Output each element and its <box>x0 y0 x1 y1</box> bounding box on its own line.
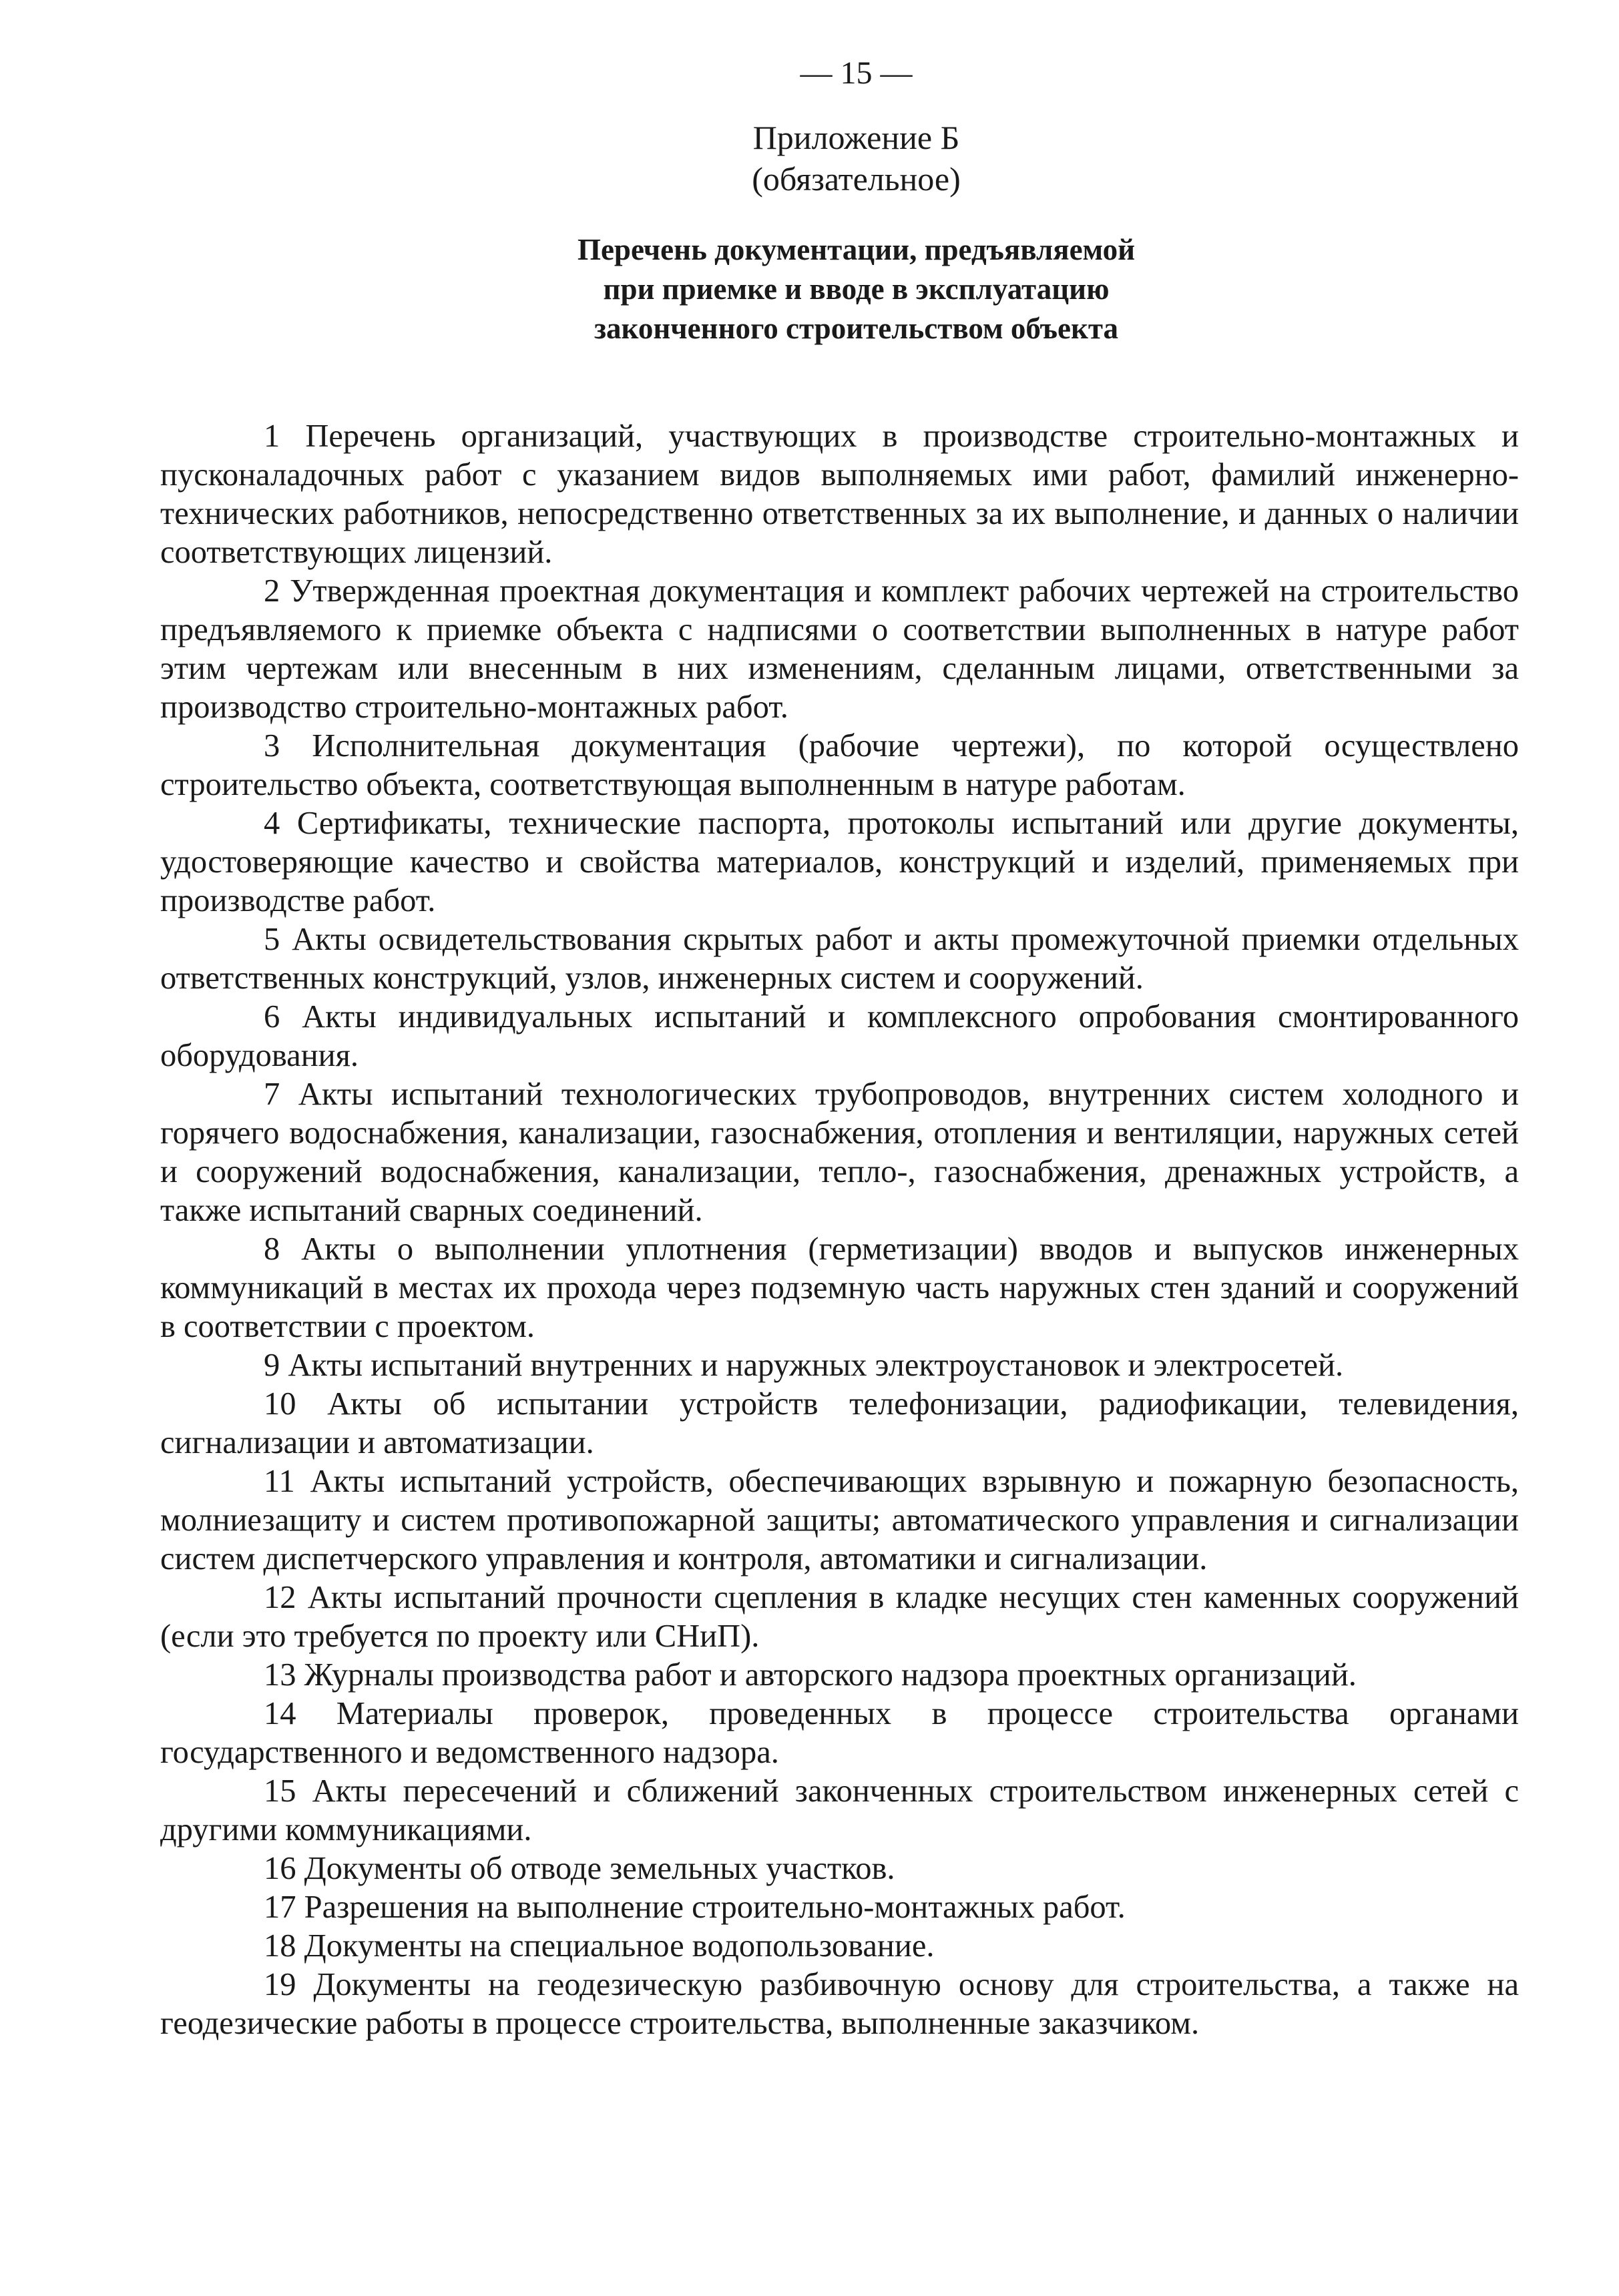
title-line-3: законченного строительством объекта <box>594 312 1119 345</box>
list-item: 18 Документы на специальное водопользование. <box>264 1928 935 1964</box>
list-item: 4 Сертификаты, технические паспорта, протоколы испытаний или другие документы, удостоверяющие качество и свойства материалов, конструкций и изделий, применяемых при производстве работ. <box>160 806 1519 918</box>
title-line-2: при приемке и вводе в эксплуатацию <box>603 272 1110 306</box>
list-item: 13 Журналы производства работ и авторского надзора проектных организаций. <box>264 1657 1357 1693</box>
list-item: 8 Акты о выполнении уплотнения (герметизации) вводов и выпусков инженерных коммуникаций в местах их прохода через подземную часть наружных стен зданий и сооружений в соответствии с проектом. <box>160 1231 1519 1344</box>
list-item: 3 Исполнительная документация (рабочие чертежи), по которой осуществлено строительство объекта, соответствующая выполненным в натуре работам. <box>160 728 1519 802</box>
list-item: 6 Акты индивидуальных испытаний и комплексного опробования смонтированного оборудования. <box>160 999 1519 1073</box>
list-item: 19 Документы на геодезическую разбивочную основу для строительства, а также на геодезические работы в процессе строительства, выполненные заказчиком. <box>160 1967 1519 2041</box>
title-line-1: Перечень документации, предъявляемой <box>577 233 1136 266</box>
list-item: 10 Акты об испытании устройств телефонизации, радиофикации, телевидения, сигнализации и автоматизации. <box>160 1386 1519 1460</box>
appendix-status: (обязательное) <box>752 160 961 198</box>
page-number: — 15 — <box>800 55 913 91</box>
list-item: 17 Разрешения на выполнение строительно-монтажных работ. <box>264 1890 1126 1925</box>
list-item: 9 Акты испытаний внутренних и наружных электроустановок и электросетей. <box>264 1348 1344 1383</box>
list-item: 12 Акты испытаний прочности сцепления в кладке несущих стен каменных сооружений (если это требуется по проекту или СНиП). <box>160 1580 1519 1654</box>
list-item: 2 Утвержденная проектная документация и комплект рабочих чертежей на строительство предъявляемого к приемке объекта с надписями о соответствии выполненных в натуре работ этим чертежам или внесенным в них изменениям, сделанным лицами, ответственными за производство строительно-монтажных работ. <box>160 573 1519 725</box>
list-item: 16 Документы об отводе земельных участков. <box>264 1851 895 1886</box>
appendix-heading <box>0 117 1619 200</box>
list-item: 1 Перечень организаций, участвующих в производстве строительно-монтажных и пусконаладочных работ с указанием видов выполняемых ими работ, фамилий инженерно-технических работников, непосредственно ответственных за их выполнение, и данных о наличии соответствующих лицензий. <box>160 418 1519 570</box>
list-item: 7 Акты испытаний технологических трубопроводов, внутренних систем холодного и горячего водоснабжения, канализации, газоснабжения, отопления и вентиляции, наружных сетей и сооружений водоснабжения, канализации, тепло-, газоснабжения, дренажных устройств, а также испытаний сварных соединений. <box>160 1077 1519 1228</box>
document-title <box>0 230 1619 348</box>
list-item: 11 Акты испытаний устройств, обеспечивающих взрывную и пожарную безопасность, молниезащиту и систем противопожарной защиты; автоматического управления и сигнализации систем диспетчерского управления и контроля, автоматики и сигнализации. <box>160 1464 1519 1576</box>
list-item: 5 Акты освидетельствования скрытых работ и акты промежуточной приемки отдельных ответственных конструкций, узлов, инженерных систем и сооружений. <box>160 922 1519 996</box>
list-item: 15 Акты пересечений и сближений законченных строительством инженерных сетей с другими коммуникациями. <box>160 1773 1519 1847</box>
list-item: 14 Материалы проверок, проведенных в процессе строительства органами государственного и ведомственного надзора. <box>160 1696 1519 1770</box>
document-list <box>160 417 1519 2043</box>
appendix-label: Приложение Б <box>752 119 960 156</box>
